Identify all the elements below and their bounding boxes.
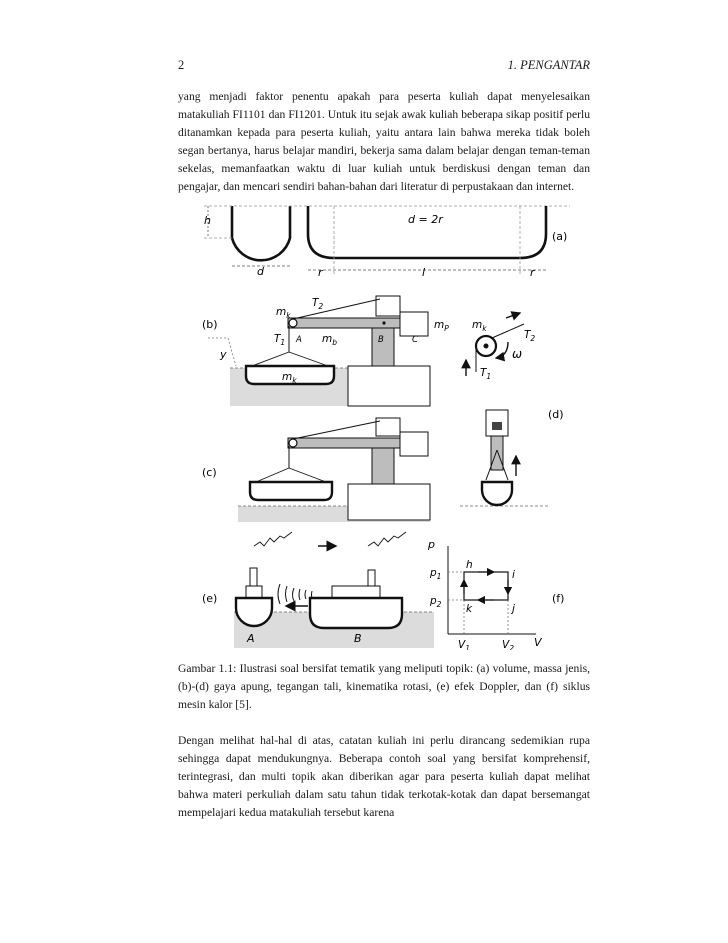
panel-e	[202, 532, 434, 648]
svg-text:mk: $m_k$	[472, 319, 487, 333]
page-number: 2	[178, 58, 185, 72]
body-paragraph: Dengan melihat hal-hal di atas, catatan kuliah ini perlu dirancang sedemikian rupa sehingga dapat mendukungnya. Beberapa contoh soal yang bersifat komprehensif, terintegrasi, dan multi topik akan diberikan agar para peserta kuliah dapat melihat bahwa materi perkuliah dalam satu tahun tidak terkotak-kotak dan dapat bersemangat mempelajari kedua matakuliah tersebut karena	[178, 734, 590, 820]
panel-label-b: (b)	[202, 318, 218, 331]
vessel-cross-section	[232, 206, 290, 260]
panel-label-e: (e)	[202, 592, 218, 605]
axis-p: p	[428, 538, 435, 551]
svg-text:T2: $T_2$	[524, 329, 536, 343]
running-head: 1. PENGANTAR	[507, 58, 590, 72]
panel-b	[202, 296, 535, 406]
figure-caption: Gambar 1.1: Ilustrasi soal bersifat tematik yang meliputi topik: (a) volume, massa jenis, (b)-(d) gaya apung, tegangan tali, kinematika rotasi, (e) efek Doppler, dan (f) siklus mesin kalor [5].	[178, 662, 590, 712]
panel-label-d: (d)	[548, 408, 564, 421]
pv-cycle	[464, 572, 508, 600]
panel-label-a: (a)	[552, 230, 568, 243]
axis-V: V	[534, 636, 542, 649]
svg-text:T1: $T_1$	[480, 367, 492, 381]
label-r-left: r	[318, 266, 323, 279]
svg-text:mk: $m_k$	[282, 371, 297, 385]
svg-text:mP: $m_P$	[434, 319, 449, 333]
panel-f	[427, 538, 564, 650]
panel-label-f: (f)	[552, 592, 565, 605]
svg-text:p2: $p_2$	[430, 595, 442, 609]
panel-c	[202, 418, 430, 522]
body-paragraph: yang menjadi faktor penentu apakah para peserta kuliah dapat menyelesaikan matakuliah FI1101 dan FI1201. Untuk itu sejak awak kuliah beberapa sikap positif perlu ditanamkan kepada para peserta kuliah, yaitu antara lain bahwa mereka tidak boleh segan bertanya, harus belajar mandiri, bekerja sama dalam belajar dengan teman-teman sekelas, memanfaatkan waktu di luar kuliah untuk berdiskusi dengan teman dan pengajar, dan mencari sendiri bahan-bahan dari literatur di perpustakaan dan internet.	[178, 90, 590, 194]
label-boat-A: A	[247, 632, 255, 645]
label-y: y	[220, 348, 227, 361]
state-k: k	[466, 603, 473, 615]
panel-a	[204, 206, 570, 279]
state-i: i	[512, 569, 515, 581]
svg-text:p1: $p_1$	[430, 567, 442, 581]
svg-text:mb: $m_b$	[322, 333, 337, 347]
state-j: j	[512, 603, 515, 615]
svg-text:V1: $V_1$	[458, 639, 470, 650]
svg-text:V2: $V_2$	[502, 639, 514, 650]
svg-text:T1: $T_1$	[274, 333, 286, 347]
label-C: C	[412, 335, 418, 345]
label-h: h	[204, 214, 211, 227]
figure-1-1	[190, 200, 580, 650]
label-l: l	[422, 266, 426, 279]
label-boat-B: B	[354, 632, 362, 645]
svg-text:mk: $m_k$	[276, 306, 291, 320]
panel-label-c: (c)	[202, 466, 217, 479]
state-h: h	[466, 559, 473, 571]
label-A: A	[296, 335, 302, 345]
label-d-eq: d = 2r	[408, 213, 443, 226]
label-omega: ω	[512, 347, 523, 361]
label-r-right: r	[530, 266, 535, 279]
label-d: d	[257, 265, 264, 278]
label-B: B	[378, 335, 384, 345]
panel-d	[460, 408, 564, 506]
svg-text:T2: $T_2$	[312, 297, 324, 311]
